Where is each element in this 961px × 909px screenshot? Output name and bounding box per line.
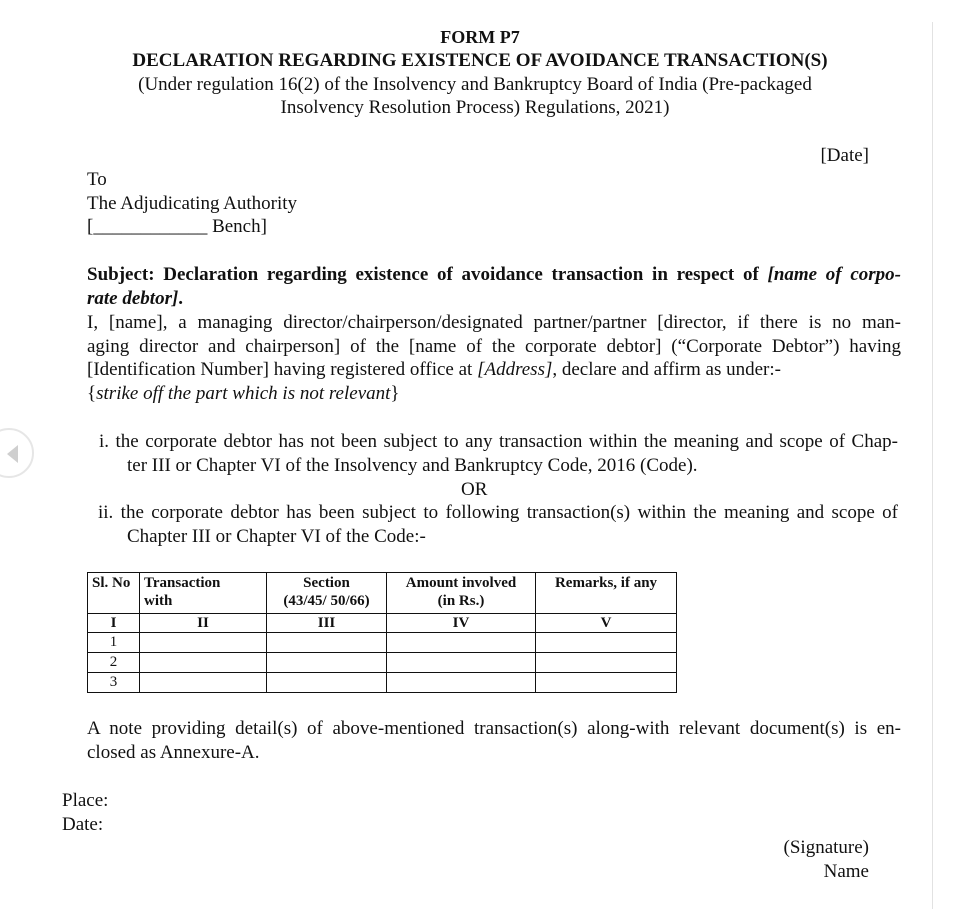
address-bench	[87, 215, 267, 239]
address-to: To	[87, 169, 107, 190]
date-placeholder: [Date]	[820, 145, 869, 166]
row-cell	[267, 653, 387, 673]
declaration-line-3-b: , declare and affirm as under:-	[552, 359, 781, 380]
row-cell	[536, 653, 677, 673]
bench-blank: ____________	[93, 216, 208, 237]
form-regulation-line-1: (Under regulation 16(2) of the Insolvency and Bankruptcy Board of India (Pre-packaged	[138, 74, 812, 95]
form-title: DECLARATION REGARDING EXISTENCE OF AVOIDANCE TRANSACTION(S)	[132, 50, 828, 71]
declaration-line-2: aging director and chairperson] of the [name of the corporate debtor] (“Corporate Debtor”) having	[87, 336, 901, 357]
header-sl-no: Sl. No	[88, 573, 140, 614]
transactions-table	[87, 572, 677, 693]
strike-close-brace: }	[390, 383, 400, 404]
column-number: III	[267, 614, 387, 633]
header-amount: Amount involved (in Rs.)	[387, 573, 536, 614]
subject-debtor-part2: rate debtor]	[87, 288, 179, 309]
note-line-1: A note providing detail(s) of above-mentioned transaction(s) along-with relevant document(s) is en-	[87, 718, 901, 739]
bench-close: Bench]	[207, 216, 267, 237]
subject-line-2	[87, 287, 183, 311]
row-sl-no: 1	[88, 633, 140, 653]
row-cell	[387, 633, 536, 653]
table-row	[88, 633, 677, 653]
strike-text: strike off the part which is not relevant	[96, 383, 391, 404]
strike-instruction	[87, 382, 400, 406]
column-number: IV	[387, 614, 536, 633]
option-2-line-1: ii. the corporate debtor has been subject to following transaction(s) within the meaning and scope of	[98, 502, 898, 523]
bench-open: [	[87, 216, 94, 237]
option-or: OR	[461, 479, 488, 500]
row-cell	[267, 673, 387, 693]
subject-line-1	[87, 263, 901, 287]
header-section: Section (43/45/ 50/66)	[267, 573, 387, 614]
row-cell	[140, 673, 267, 693]
row-sl-no: 3	[88, 673, 140, 693]
form-regulation-line-2: Insolvency Resolution Process) Regulations, 2021)	[280, 97, 670, 118]
table-row	[88, 653, 677, 673]
option-1-line-1: i. the corporate debtor has not been subject to any transaction within the meaning and scope of Chap-	[99, 431, 898, 452]
chevron-left-icon	[6, 444, 20, 464]
row-cell	[140, 633, 267, 653]
subject-text: Subject: Declaration regarding existence of avoidance transaction in respect of	[87, 264, 768, 285]
header-transaction-with: Transaction with	[140, 573, 267, 614]
form-number: FORM P7	[440, 27, 520, 47]
row-cell	[536, 673, 677, 693]
column-number: V	[536, 614, 677, 633]
column-number: II	[140, 614, 267, 633]
declaration-line-1: I, [name], a managing director/chairperson/designated partner/partner [director, if there is no man-	[87, 312, 901, 333]
strike-open-brace: {	[87, 383, 97, 404]
place-label: Place:	[62, 790, 109, 811]
row-cell	[536, 633, 677, 653]
date-label: Date:	[62, 814, 104, 835]
address-authority: The Adjudicating Authority	[87, 193, 298, 214]
table-header-row	[88, 573, 677, 614]
subject-debtor-part1: [name of corpo-	[767, 264, 901, 285]
note-line-2: closed as Annexure-A.	[87, 742, 260, 763]
signature-label: (Signature)	[783, 837, 869, 858]
header-remarks: Remarks, if any	[536, 573, 677, 614]
option-1-line-2: ter III or Chapter VI of the Insolvency and Bankruptcy Code, 2016 (Code).	[127, 455, 698, 476]
subject-end: .	[178, 288, 184, 309]
table-row	[88, 673, 677, 693]
row-sl-no: 2	[88, 653, 140, 673]
row-cell	[387, 653, 536, 673]
declaration-address: [Address]	[477, 359, 553, 380]
row-cell	[140, 653, 267, 673]
row-cell	[267, 633, 387, 653]
declaration-line-3	[87, 358, 781, 382]
row-cell	[387, 673, 536, 693]
name-label: Name	[823, 861, 869, 882]
declaration-line-3-a: [Identification Number] having registered office at	[87, 359, 478, 380]
table-column-number-row	[88, 614, 677, 633]
option-2-line-2: Chapter III or Chapter VI of the Code:-	[127, 526, 426, 547]
page-edge-divider	[932, 22, 933, 909]
column-number: I	[88, 614, 140, 633]
